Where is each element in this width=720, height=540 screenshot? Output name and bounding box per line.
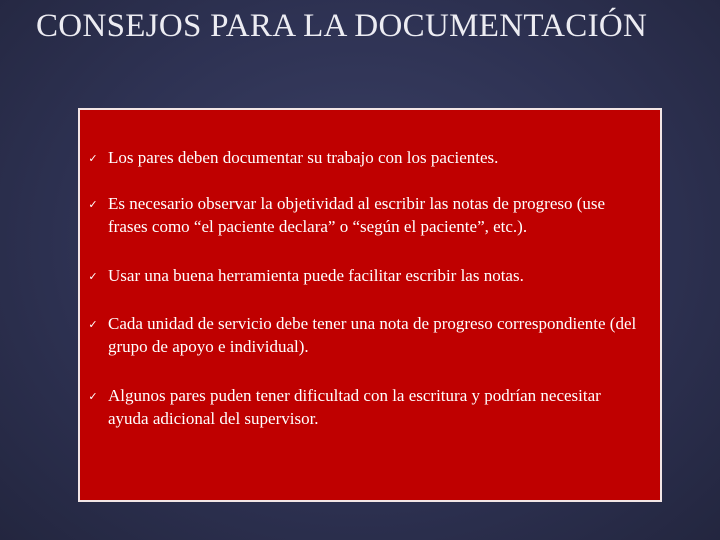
bullet-text: Es necesario observar la objetividad al escribir las notas de progreso (use frases como “el paciente declara” o “según el paciente”, etc.). <box>108 194 606 236</box>
checkmark-icon: ✓ <box>88 270 98 283</box>
bullet-text: Cada unidad de servicio debe tener una nota de progreso correspondiente (del grupo de apoyo e individual). <box>108 314 637 356</box>
checkmark-icon: ✓ <box>88 198 98 211</box>
checkmark-icon: ✓ <box>88 152 98 165</box>
slide-title: CONSEJOS PARA LA DOCUMENTACIÓN <box>36 8 648 44</box>
bullet-text: Los pares deben documentar su trabajo con los pacientes. <box>108 148 499 167</box>
bullet-text: Algunos pares puden tener dificultad con la escritura y podrían necesitar ayuda adicional del supervisor. <box>108 386 601 428</box>
content-box <box>78 108 662 502</box>
checkmark-icon: ✓ <box>88 318 98 331</box>
bullet-text: Usar una buena herramienta puede facilitar escribir las notas. <box>108 266 524 285</box>
checkmark-icon: ✓ <box>88 390 98 403</box>
